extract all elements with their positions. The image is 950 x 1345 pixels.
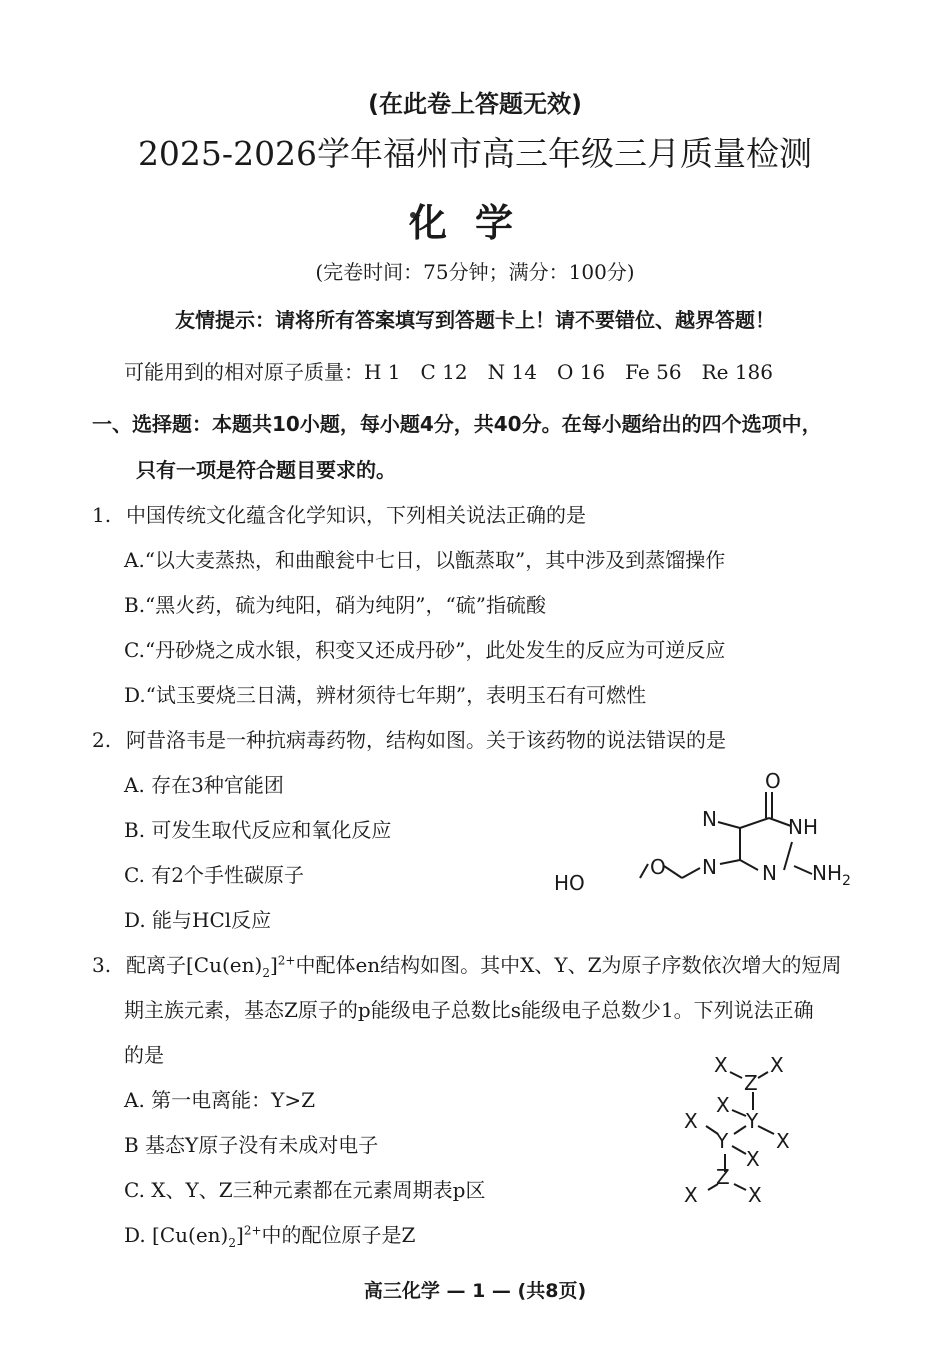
n-left-label: N	[702, 807, 717, 831]
z-label: Z	[744, 1071, 758, 1095]
x-label: X	[684, 1183, 698, 1207]
page-footer: 高三化学 — 1 — (共8页)	[363, 1280, 587, 1302]
q3-option-d: D. $[Cu(en)_2]^{2+}$中的配位原子是Z	[124, 1223, 416, 1250]
en-ligand-structure	[670, 1050, 810, 1210]
x-label: X	[716, 1093, 730, 1117]
n-ring-label: N	[762, 861, 777, 885]
q3-stem-line2: 期主族元素，基态Z原子的p能级电子总数比s能级电子总数少1。下列说法正确	[124, 998, 814, 1022]
x-label: X	[746, 1147, 760, 1171]
section-heading: 一、选择题：本题共10小题，每小题4分，共40分。在每小题给出的四个选项中，	[92, 412, 822, 436]
o-label: O	[765, 769, 781, 793]
q2-option-c: C. 有2个手性碳原子	[124, 863, 305, 887]
question-stem: 阿昔洛韦是一种抗病毒药物，结构如图。关于该药物的说法错误的是	[126, 728, 726, 752]
q3-option-a: A. 第一电离能：Y>Z	[124, 1088, 316, 1112]
q1-option-b: B.“黑火药，硫为纯阳，硝为纯阴”，“硫”指硫酸	[124, 593, 546, 617]
q1-option-a: A.“以大麦蒸热，和曲酿瓮中七日，以甑蒸取”，其中涉及到蒸馏操作	[124, 548, 726, 572]
y-label: Y	[716, 1129, 729, 1153]
o-chain-label: O	[650, 855, 666, 879]
atomic-mass: 可能用到的相对原子质量：H 1 C 12 N 14 O 16 Fe 56 Re 186	[124, 360, 773, 384]
q3-option-c: C. X、Y、Z三种元素都在元素周期表p区	[124, 1178, 486, 1202]
x-label: X	[770, 1053, 784, 1077]
acyclovir-structure	[540, 760, 880, 910]
tip: 友情提示：请将所有答案填写到答题卡上！请不要错位、越界答题！	[175, 308, 775, 332]
q1-option-c: C.“丹砂烧之成水银，积变又还成丹砂”，此处发生的反应为可逆反应	[124, 638, 726, 662]
question-number: 3.	[92, 953, 112, 977]
nh-label: NH	[788, 815, 818, 839]
x-label: X	[776, 1129, 790, 1153]
y-label: Y	[746, 1109, 759, 1133]
q2-option-a: A. 存在3种官能团	[124, 773, 284, 797]
question-stem: 中国传统文化蕴含化学知识，下列相关说法正确的是	[126, 503, 586, 527]
question-number: 1.	[92, 503, 112, 527]
notice: (在此卷上答题无效)	[368, 90, 582, 118]
section-heading-cont: 只有一项是符合题目要求的。	[136, 458, 396, 482]
q2-option-d: D. 能与HCl反应	[124, 908, 272, 932]
x-label: X	[684, 1109, 698, 1133]
q3-stem-line3: 的是	[124, 1043, 164, 1067]
subject-title: 化学	[408, 201, 541, 245]
time-info: (完卷时间：75分钟；满分：100分)	[315, 260, 635, 284]
q2-option-b: B. 可发生取代反应和氧化反应	[124, 818, 392, 842]
question-3: 3. 配离子$[Cu(en)_2]^{2+}$中配体en结构如图。其中X、Y、Z为原子序数依次增大的短周	[92, 953, 842, 980]
question-1	[92, 499, 586, 528]
x-label: X	[714, 1053, 728, 1077]
x-label: X	[748, 1183, 762, 1207]
question-2	[92, 724, 726, 753]
exam-title: 2025-2026学年福州市高三年级三月质量检测	[137, 134, 813, 173]
ho-label: HO	[554, 871, 585, 895]
n-bottom-label: N	[702, 855, 717, 879]
q3-option-b: B 基态Y原子没有未成对电子	[124, 1133, 379, 1157]
nh2-label: $NH_2$	[812, 861, 851, 889]
q1-option-d: D.“试玉要烧三日满，辨材须待七年期”，表明玉石有可燃性	[124, 683, 647, 707]
z-label: Z	[716, 1165, 730, 1189]
question-number: 2.	[92, 728, 112, 752]
